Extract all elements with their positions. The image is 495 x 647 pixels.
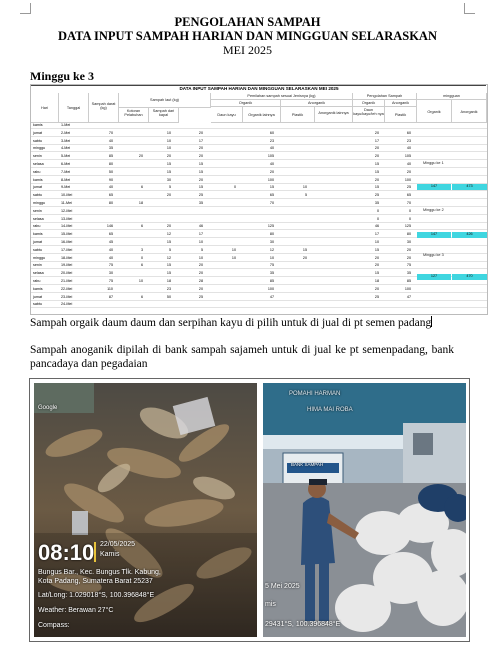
table-cell: 50 xyxy=(108,169,113,174)
table-cell: 80 xyxy=(269,232,274,237)
header-daun-kayu: Daun kayu/kayu/teh nya xyxy=(353,107,385,123)
table-cell: 110 xyxy=(107,286,113,291)
table-cell: 23 xyxy=(166,286,171,291)
table-row xyxy=(31,256,487,262)
table-cell: 6-Mei xyxy=(61,162,71,166)
table-cell: 100 xyxy=(404,177,411,182)
table-cell: 100 xyxy=(267,177,274,182)
table-cell: 10 xyxy=(231,255,236,260)
table-cell: 85 xyxy=(269,279,274,283)
table-cell: 65 xyxy=(108,232,113,237)
table-cell: 17-Mei xyxy=(61,247,73,252)
table-cell: 28 xyxy=(198,279,203,283)
table-cell: 8-Mei xyxy=(61,177,71,182)
table-row xyxy=(31,248,487,254)
table-cell: 40 xyxy=(269,162,274,166)
header-organik-lainnya: Organik lainnya xyxy=(243,107,281,123)
table-cell: 10 xyxy=(166,138,171,143)
table-cell: minggu xyxy=(33,255,46,260)
table-cell: 6 xyxy=(140,185,143,190)
table-cell: 15 xyxy=(166,240,171,244)
weekly-organik: 127 xyxy=(417,274,451,280)
sign-top: POMAHI HARMAN xyxy=(289,391,341,397)
weekly-organik: 147 xyxy=(417,184,451,190)
table-cell: 20 xyxy=(138,154,143,159)
table-cell: 20 xyxy=(198,263,203,268)
table-cell: 3-Mei xyxy=(61,138,71,143)
header-anorganik-lainnya: Anorganik lainnya xyxy=(315,107,353,123)
table-cell: 10-Mei xyxy=(61,193,73,198)
table-cell: 5 xyxy=(168,247,171,252)
header-daun: Daun kayu xyxy=(211,107,243,123)
table-cell: 40 xyxy=(406,162,411,166)
table-cell: 25 xyxy=(374,294,379,299)
table-cell: 87 xyxy=(108,294,113,299)
table-cell: 12 xyxy=(166,255,171,260)
weekly-organik: 147 xyxy=(417,232,451,238)
table-cell: 75 xyxy=(108,279,113,283)
table-cell: 15 xyxy=(269,185,274,190)
table-cell: 15 xyxy=(374,271,379,276)
page-corner-mark xyxy=(464,3,475,14)
table-cell: 20 xyxy=(374,263,379,268)
photo2-coords: 29431°S, 100.396848°E xyxy=(265,621,341,628)
table-row xyxy=(31,123,487,129)
table-cell: 20 xyxy=(406,247,411,252)
table-cell: 100 xyxy=(404,286,411,291)
table-cell: 65 xyxy=(108,193,113,198)
table-cell: 15 xyxy=(198,185,203,190)
table-cell: 25 xyxy=(406,185,411,190)
table-row xyxy=(31,170,487,176)
table-cell: minggu xyxy=(33,201,46,205)
spreadsheet-image xyxy=(30,84,488,315)
table-cell: 20 xyxy=(302,255,307,260)
table-cell: 15 xyxy=(198,162,203,166)
photo-frame xyxy=(29,378,470,642)
table-cell: 11-Mei xyxy=(61,201,72,205)
table-cell: 65 xyxy=(269,193,274,198)
table-cell: 15 xyxy=(166,169,171,174)
table-cell: 25 xyxy=(198,294,203,299)
table-cell: 100 xyxy=(267,286,274,291)
table-cell: 35 xyxy=(406,271,411,276)
photo-latlong: Lat/Long: 1.029018°S, 100.396848°E xyxy=(38,592,155,599)
table-cell: 17 xyxy=(374,232,379,237)
table-cell: senin xyxy=(33,263,42,268)
header-m-anorganik: Anorganik xyxy=(452,100,487,123)
table-cell: 10 xyxy=(166,130,171,135)
table-row xyxy=(31,146,487,152)
table-cell: sabtu xyxy=(33,302,43,307)
photo2-date: 5 Mei 2025 xyxy=(265,583,300,590)
table-cell: 47 xyxy=(406,294,411,299)
table-cell: 10 xyxy=(302,185,307,190)
table-cell: 40 xyxy=(108,185,113,190)
sign-mid: HIMA MAI ROBA xyxy=(307,407,353,413)
header-hari: Hari xyxy=(31,93,59,123)
table-cell: 15 xyxy=(374,162,379,166)
table-cell: 0 xyxy=(376,216,379,221)
header-peng-organik: Organik xyxy=(353,100,385,107)
photo-organic-waste xyxy=(34,383,257,637)
header-pengolahan: Pengolahan Sampah xyxy=(353,93,417,100)
table-row xyxy=(31,201,487,207)
table-cell: 105 xyxy=(267,154,274,159)
table-cell: 1-Mei xyxy=(61,123,71,127)
header-anorganik: Anorganik xyxy=(281,100,353,107)
table-cell: 0 xyxy=(376,208,379,213)
table-cell: 15 xyxy=(374,169,379,174)
header-darat: Sampah darat (kg) xyxy=(89,93,119,123)
table-cell: 30 xyxy=(166,177,171,182)
table-cell: 46 xyxy=(198,224,203,229)
table-cell: 6 xyxy=(140,263,143,268)
table-row xyxy=(31,162,487,168)
table-cell: 75 xyxy=(406,263,411,268)
table-cell: 0 xyxy=(408,216,411,221)
time-divider xyxy=(94,542,96,562)
table-cell: 20 xyxy=(374,255,379,260)
table-cell: 6 xyxy=(140,294,143,299)
table-cell: 20 xyxy=(406,169,411,174)
table-cell: 25 xyxy=(374,193,379,198)
table-cell: 17 xyxy=(198,138,203,143)
weekly-label: Minggu ke 1 xyxy=(423,161,444,165)
table-cell: 85 xyxy=(406,279,411,283)
table-cell: 30 xyxy=(269,240,274,244)
table-cell: 40 xyxy=(108,138,113,143)
table-cell: 20 xyxy=(198,286,203,291)
table-cell: 22-Mei xyxy=(61,286,73,291)
table-cell: 20 xyxy=(374,177,379,182)
table-cell: 20 xyxy=(374,286,379,291)
table-cell: 6 xyxy=(140,224,143,229)
table-cell: 40 xyxy=(108,247,113,252)
table-cell: jumat xyxy=(33,130,43,135)
header-kotoran: Kotoran Pelabuhan xyxy=(119,108,149,123)
table-cell: 12 xyxy=(269,247,274,252)
weekly-anorganik: 470 xyxy=(452,274,487,280)
table-cell: 65 xyxy=(406,193,411,198)
table-cell: 20 xyxy=(198,130,203,135)
table-cell: 5 xyxy=(304,193,307,198)
photo-time: 08:10 xyxy=(38,540,95,565)
table-cell: 20 xyxy=(198,146,203,151)
table-row xyxy=(31,178,487,184)
table-cell: 4-Mei xyxy=(61,146,71,151)
table-cell: 20 xyxy=(269,169,274,174)
table-cell: sabtu xyxy=(33,247,43,252)
banner-text: BANK SAMPAH xyxy=(291,462,324,467)
table-cell: 105 xyxy=(404,154,411,159)
week-heading: Minggu ke 3 xyxy=(30,69,486,86)
table-cell: 80 xyxy=(108,201,113,205)
table-cell: 20 xyxy=(198,154,203,159)
table-cell: 20 xyxy=(198,177,203,182)
table-cell: 30 xyxy=(108,271,113,276)
table-cell: 10 xyxy=(198,255,203,260)
table-cell: 20 xyxy=(166,154,171,159)
table-cell: 20 xyxy=(374,130,379,135)
table-cell: 17 xyxy=(198,232,203,237)
photo-date: 22/05/2025 xyxy=(100,541,136,548)
table-cell: jumat xyxy=(33,294,43,299)
table-row xyxy=(31,193,487,199)
table-cell: 10 xyxy=(231,247,236,252)
table-cell: 10 xyxy=(138,279,143,283)
table-cell: 70 xyxy=(406,201,411,205)
table-cell: 80 xyxy=(108,162,113,166)
table-cell: 35 xyxy=(108,146,113,151)
table-cell: minggu xyxy=(33,146,46,151)
sheet-title: DATA INPUT SAMPAH HARIAN DAN MINGGUAN SELARASKAN MEI 2025 xyxy=(179,86,339,91)
table-cell: 85 xyxy=(108,154,113,159)
paragraph-anorganik: Sampah anoganik dipilah di bank sampah sajameh untuk di jual ke pt semenpadang, bank pancadaya dan pegadaian xyxy=(30,344,454,370)
table-cell: 20 xyxy=(166,193,171,198)
table-cell: 20 xyxy=(374,146,379,151)
table-cell: 15 xyxy=(302,247,307,252)
table-cell: 35 xyxy=(198,201,203,205)
table-cell: 20 xyxy=(406,255,411,260)
header-sampah-kapal: Sampah dari kapal xyxy=(149,108,179,123)
table-row xyxy=(31,154,487,160)
table-cell: 23-Mei xyxy=(61,294,73,299)
header-m-organik: Organik xyxy=(417,100,452,123)
table-cell: 15 xyxy=(166,271,171,276)
table-cell: 10 xyxy=(166,146,171,151)
table-cell: 7-Mei xyxy=(61,169,71,174)
table-cell: 24-Mei xyxy=(61,302,73,307)
table-cell: 20 xyxy=(198,271,203,276)
photo-bank-sampah xyxy=(263,383,466,637)
table-cell: 17 xyxy=(374,138,379,143)
table-cell: 46 xyxy=(374,224,379,229)
table-cell: 18 xyxy=(166,279,171,283)
table-cell: 12 xyxy=(166,232,171,237)
table-cell: kamis xyxy=(33,232,43,237)
table-cell: 18 xyxy=(138,201,143,205)
table-cell: 15 xyxy=(166,263,171,268)
header-peng-plastik: Plastik xyxy=(385,107,417,123)
table-cell: 15-Mei xyxy=(61,232,73,237)
table-cell: kamis xyxy=(33,177,43,182)
table-cell: rabu xyxy=(33,169,41,174)
table-cell: 23 xyxy=(269,138,274,143)
header-plastik: Plastik xyxy=(281,107,315,123)
table-cell: 0 xyxy=(233,185,236,190)
doc-month: MEI 2025 xyxy=(223,43,272,57)
table-cell: selasa xyxy=(33,271,44,276)
table-cell: 20-Mei xyxy=(61,271,73,276)
table-cell: 2-Mei xyxy=(61,130,71,135)
header-pemilahan: Pemilahan sampah sesuai Jenisnya (kg) xyxy=(211,93,353,100)
header-laut: Sampah laut (kg) xyxy=(119,93,211,108)
header-peng-anorganik: Anorganik xyxy=(385,100,417,107)
table-cell: 3 xyxy=(140,247,143,252)
header-tanggal: Tanggal xyxy=(59,93,89,123)
table-cell: kamis xyxy=(33,123,43,127)
table-row xyxy=(31,240,487,246)
table-cell: 146 xyxy=(106,224,113,229)
photo-weather: Weather: Berawan 27°C xyxy=(38,607,114,614)
table-cell: 13-Mei xyxy=(61,216,73,221)
table-cell: 9-Mei xyxy=(61,185,71,190)
weekly-anorganik: 473 xyxy=(452,184,487,190)
table-cell: 75 xyxy=(108,263,113,268)
table-cell: rabu xyxy=(33,279,41,283)
table-cell: 5 xyxy=(200,247,203,252)
table-cell: 19-Mei xyxy=(61,263,73,268)
header-mingguan: mingguan xyxy=(417,93,487,100)
table-cell: 15 xyxy=(374,247,379,252)
table-cell: 18 xyxy=(374,279,379,283)
table-cell: 15 xyxy=(198,169,203,174)
table-cell: jumat xyxy=(33,240,43,244)
table-cell: sabtu xyxy=(33,138,43,143)
table-cell: 35 xyxy=(374,201,379,205)
table-row xyxy=(31,287,487,293)
table-row xyxy=(31,139,487,145)
table-row xyxy=(31,302,487,308)
table-cell: 47 xyxy=(269,294,274,299)
table-cell: 60 xyxy=(406,130,411,135)
page-corner-mark xyxy=(20,3,31,14)
table-cell: 40 xyxy=(108,255,113,260)
table-cell: 15 xyxy=(166,162,171,166)
table-cell: 15 xyxy=(374,185,379,190)
table-cell: 18-Mei xyxy=(61,255,73,260)
table-cell: 70 xyxy=(108,130,113,135)
table-cell: 20 xyxy=(374,154,379,159)
table-cell: 20 xyxy=(166,224,171,229)
table-cell: 30 xyxy=(406,240,411,244)
table-row xyxy=(31,131,487,137)
table-cell: 21-Mei xyxy=(61,279,73,283)
photo-day: Kamis xyxy=(100,551,120,558)
table-cell: senin xyxy=(33,208,42,213)
table-row xyxy=(31,295,487,301)
table-cell: 0 xyxy=(140,255,143,260)
doc-title: PENGOLAHAN SAMPAH xyxy=(174,15,321,29)
table-cell: 14-Mei xyxy=(61,224,73,229)
table-cell: senin xyxy=(33,154,42,159)
table-cell: 60 xyxy=(269,130,274,135)
photo-address: Bungus Bar., Kec. Bungus Tlk. Kabung, xyxy=(38,569,161,576)
google-logo: Google xyxy=(38,405,58,411)
table-row xyxy=(31,224,487,230)
table-cell: 5-Mei xyxy=(61,154,71,159)
table-cell: 70 xyxy=(269,201,274,205)
table-cell: rabu xyxy=(33,224,41,229)
table-cell: 40 xyxy=(269,146,274,151)
table-cell: 23 xyxy=(406,138,411,143)
table-cell: 75 xyxy=(269,263,274,268)
header-organik: Organik xyxy=(211,100,281,107)
table-cell: 35 xyxy=(269,271,274,276)
table-cell: jumat xyxy=(33,185,43,190)
weekly-anorganik: 426 xyxy=(452,232,487,238)
table-cell: selasa xyxy=(33,162,44,166)
table-cell: 16-Mei xyxy=(61,240,73,244)
table-cell: kamis xyxy=(33,286,43,291)
table-cell: 125 xyxy=(267,224,274,229)
table-cell: 0 xyxy=(408,208,411,213)
table-cell: 90 xyxy=(108,177,113,182)
table-row xyxy=(31,263,487,269)
photo-address: Kota Padang, Sumatera Barat 25237 xyxy=(38,578,153,585)
table-cell: 40 xyxy=(406,146,411,151)
table-cell: selasa xyxy=(33,216,44,221)
text-cursor xyxy=(431,316,432,327)
table-cell: 45 xyxy=(108,240,113,244)
table-cell: sabtu xyxy=(33,193,43,198)
weekly-label: Minggu ke 2 xyxy=(423,208,444,212)
table-cell: 10 xyxy=(374,240,379,244)
table-cell: 10 xyxy=(269,255,274,260)
weekly-label: Minggu ke 3 xyxy=(423,253,444,257)
paragraph-organik: Sampah orgaik daum daum dan serpihan kayu di pilih untuk di jual di pt semen padang xyxy=(30,317,432,329)
table-row xyxy=(31,217,487,223)
table-row xyxy=(31,209,487,215)
table-cell: 50 xyxy=(166,294,171,299)
table-cell: 5 xyxy=(168,185,171,190)
doc-subtitle: DATA INPUT SAMPAH HARIAN DAN MINGGUAN SELARASKAN xyxy=(58,29,437,43)
photo-compass: Compass: xyxy=(38,622,70,629)
table-cell: 125 xyxy=(404,224,411,229)
photo2-day: mis xyxy=(265,601,276,608)
table-cell: 80 xyxy=(406,232,411,237)
table-cell: 10 xyxy=(198,240,203,244)
table-cell: 25 xyxy=(198,193,203,198)
table-cell: 12-Mei xyxy=(61,208,73,213)
